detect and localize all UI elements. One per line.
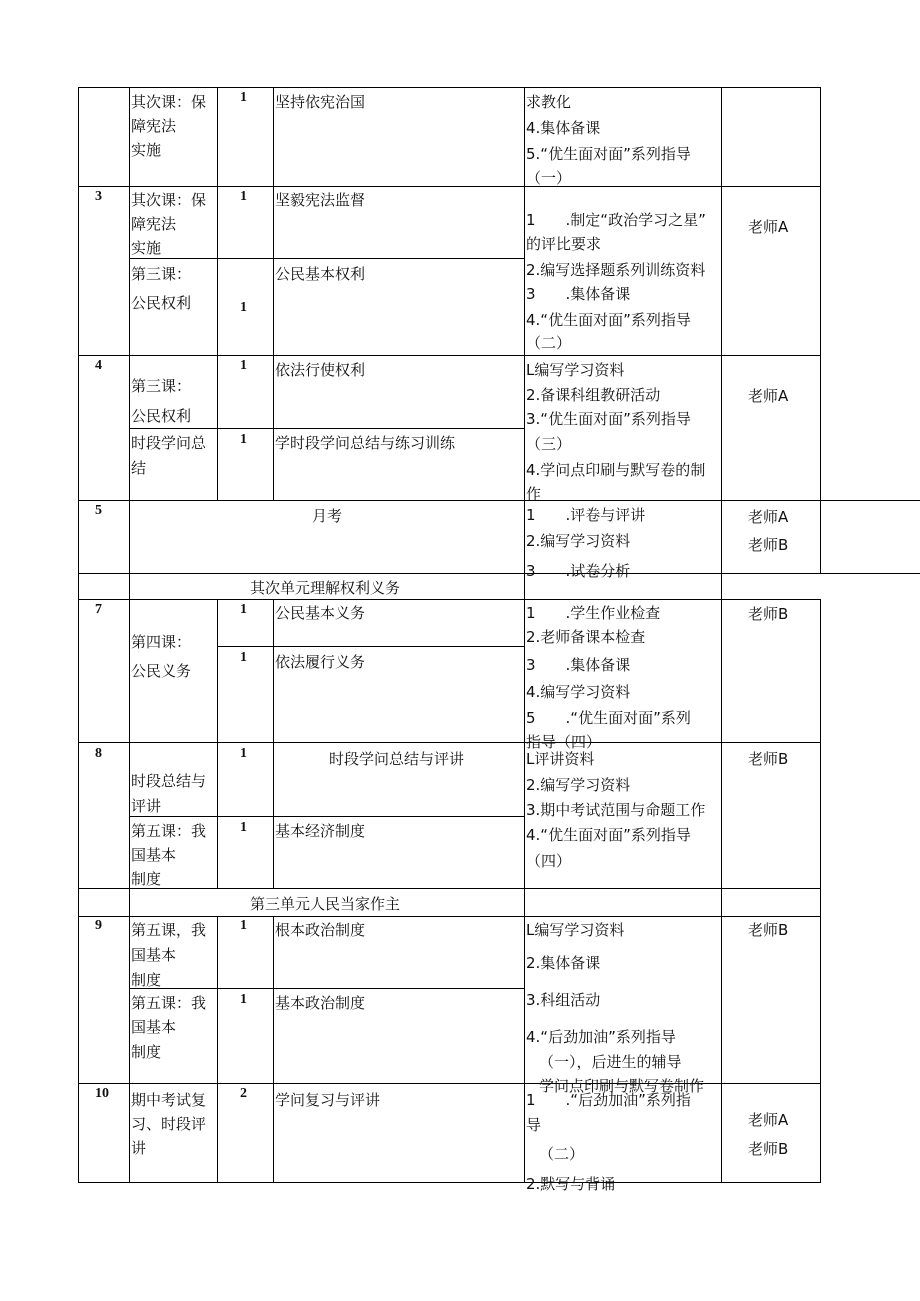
lesson-cell: 实施 [131, 141, 162, 159]
lesson-cell: 时段总结与 [131, 772, 207, 790]
unit-header: 其次单元理解权利义务 [250, 579, 401, 597]
hours-cell: 1 [240, 918, 247, 933]
work-cell: L编写学习资料 2.集体备课 3.科组活动 4.“后劲加油”系列指导 （一），后进生的辅导 学问点印刷与默写卷制作 [526, 921, 705, 1095]
week-cell: 3 [95, 189, 102, 204]
lesson-cell: 评讲 [131, 797, 162, 815]
work-cell: L编写学习资料 2.备课科组教研活动 3.“优生面对面”系列指导 （三） 4.学问点印刷与默写卷的制 作 [526, 361, 706, 503]
week-cell: 7 [95, 602, 102, 617]
topic-cell: 时段学问总结与评讲 [329, 750, 465, 768]
lesson-cell: 公民权利 [131, 407, 192, 425]
lesson-cell: 制度 [131, 1043, 162, 1061]
lesson-cell: 第四课： [131, 633, 192, 651]
lesson-cell: 习、时段评 [131, 1115, 207, 1133]
lesson-cell: 障宪法 [131, 117, 177, 135]
lesson-cell: 其次课：保 [131, 93, 207, 111]
lesson-cell: 制度 [131, 870, 162, 888]
work-cell: 求教化 4.集体备课 5.“优生面对面”系列指导 （一） [526, 93, 691, 187]
lesson-cell: 第五课，我 [131, 921, 207, 939]
topic-cell: 公民基本义务 [275, 604, 366, 622]
teacher-cell: 老师A [748, 508, 789, 526]
topic-cell: 依法履行义务 [275, 653, 366, 671]
teacher-cell: 老师B [748, 750, 789, 768]
lesson-cell: 讲 [131, 1139, 147, 1157]
teacher-cell: 老师B [748, 605, 789, 623]
lesson-cell: 实施 [131, 239, 162, 257]
topic-cell: 基本经济制度 [275, 822, 366, 840]
hours-cell: 1 [240, 90, 247, 105]
lesson-cell: 制度 [131, 971, 162, 989]
lesson-cell: 公民义务 [131, 662, 192, 680]
lesson-cell: 其次课：保 [131, 191, 207, 209]
topic-cell: 坚持依宪治国 [275, 93, 366, 111]
hours-cell: 1 [240, 300, 247, 315]
topic-cell: 根本政治制度 [275, 921, 366, 939]
hours-cell: 2 [240, 1086, 247, 1101]
lesson-cell: 第五课：我 [131, 822, 207, 840]
week-cell: 8 [95, 746, 102, 761]
topic-cell: 依法行使权利 [275, 361, 366, 379]
topic-cell: 月考 [312, 507, 343, 525]
hours-cell: 1 [240, 432, 247, 447]
topic-cell: 基本政治制度 [275, 994, 366, 1012]
hours-cell: 1 [240, 358, 247, 373]
work-cell: 1 .学生作业检查 2.老师备课本检查 3 .集体备课 4.编写学习资料 5 .“优生面对面”系列 指导（四） [526, 604, 691, 751]
week-cell: 10 [95, 1086, 109, 1101]
topic-cell: 公民基本权利 [275, 265, 366, 283]
lesson-cell: 国基本 [131, 1018, 177, 1036]
hours-cell: 1 [240, 820, 247, 835]
week-cell: 9 [95, 918, 102, 933]
hours-cell: 1 [240, 602, 247, 617]
topic-cell: 坚毅宪法监督 [275, 191, 366, 209]
lesson-cell: 期中考试复 [131, 1091, 207, 1109]
lesson-cell: 障宪法 [131, 215, 177, 233]
teacher-cell: 老师A [748, 1111, 789, 1129]
lesson-cell: 公民权利 [131, 294, 192, 312]
teacher-cell: 老师B [748, 1140, 789, 1158]
lesson-cell: 结 [131, 459, 147, 477]
work-cell: 1 .制定“政治学习之星” 的评比要求 2.编写选择题系列训练资料 3 .集体备课 4.“优生面对面”系列指导 （二） [526, 211, 706, 352]
lesson-cell: 第五课：我 [131, 994, 207, 1012]
work-cell: L评讲资料 2.编写学习资料 3.期中考试范围与命题工作 4.“优生面对面”系列指导 （四） [526, 750, 706, 870]
week-cell: 5 [95, 503, 102, 518]
work-cell: 1 .评卷与评讲 2.编写学习资料 3 .试卷分析 [526, 506, 646, 580]
lesson-cell: 国基本 [131, 846, 177, 864]
hours-cell: 1 [240, 746, 247, 761]
lesson-cell: 时段学问总 [131, 434, 207, 452]
topic-cell: 学时段学问总结与练习训练 [275, 434, 456, 452]
lesson-cell: 国基本 [131, 946, 177, 964]
work-cell: 1 .“后劲加油”系列指 导 （二） 2.默写与背诵 [526, 1091, 691, 1193]
lesson-cell: 第三课： [131, 265, 192, 283]
teacher-cell: 老师A [748, 218, 789, 236]
week-cell: 4 [95, 358, 102, 373]
teacher-cell: 老师B [748, 921, 789, 939]
unit-header: 第三单元人民当家作主 [250, 895, 401, 913]
hours-cell: 1 [240, 189, 247, 204]
lesson-cell: 第三课： [131, 377, 192, 395]
hours-cell: 1 [240, 992, 247, 1007]
teacher-cell: 老师B [748, 536, 789, 554]
hours-cell: 1 [240, 650, 247, 665]
topic-cell: 学问复习与评讲 [275, 1091, 381, 1109]
teacher-cell: 老师A [748, 387, 789, 405]
